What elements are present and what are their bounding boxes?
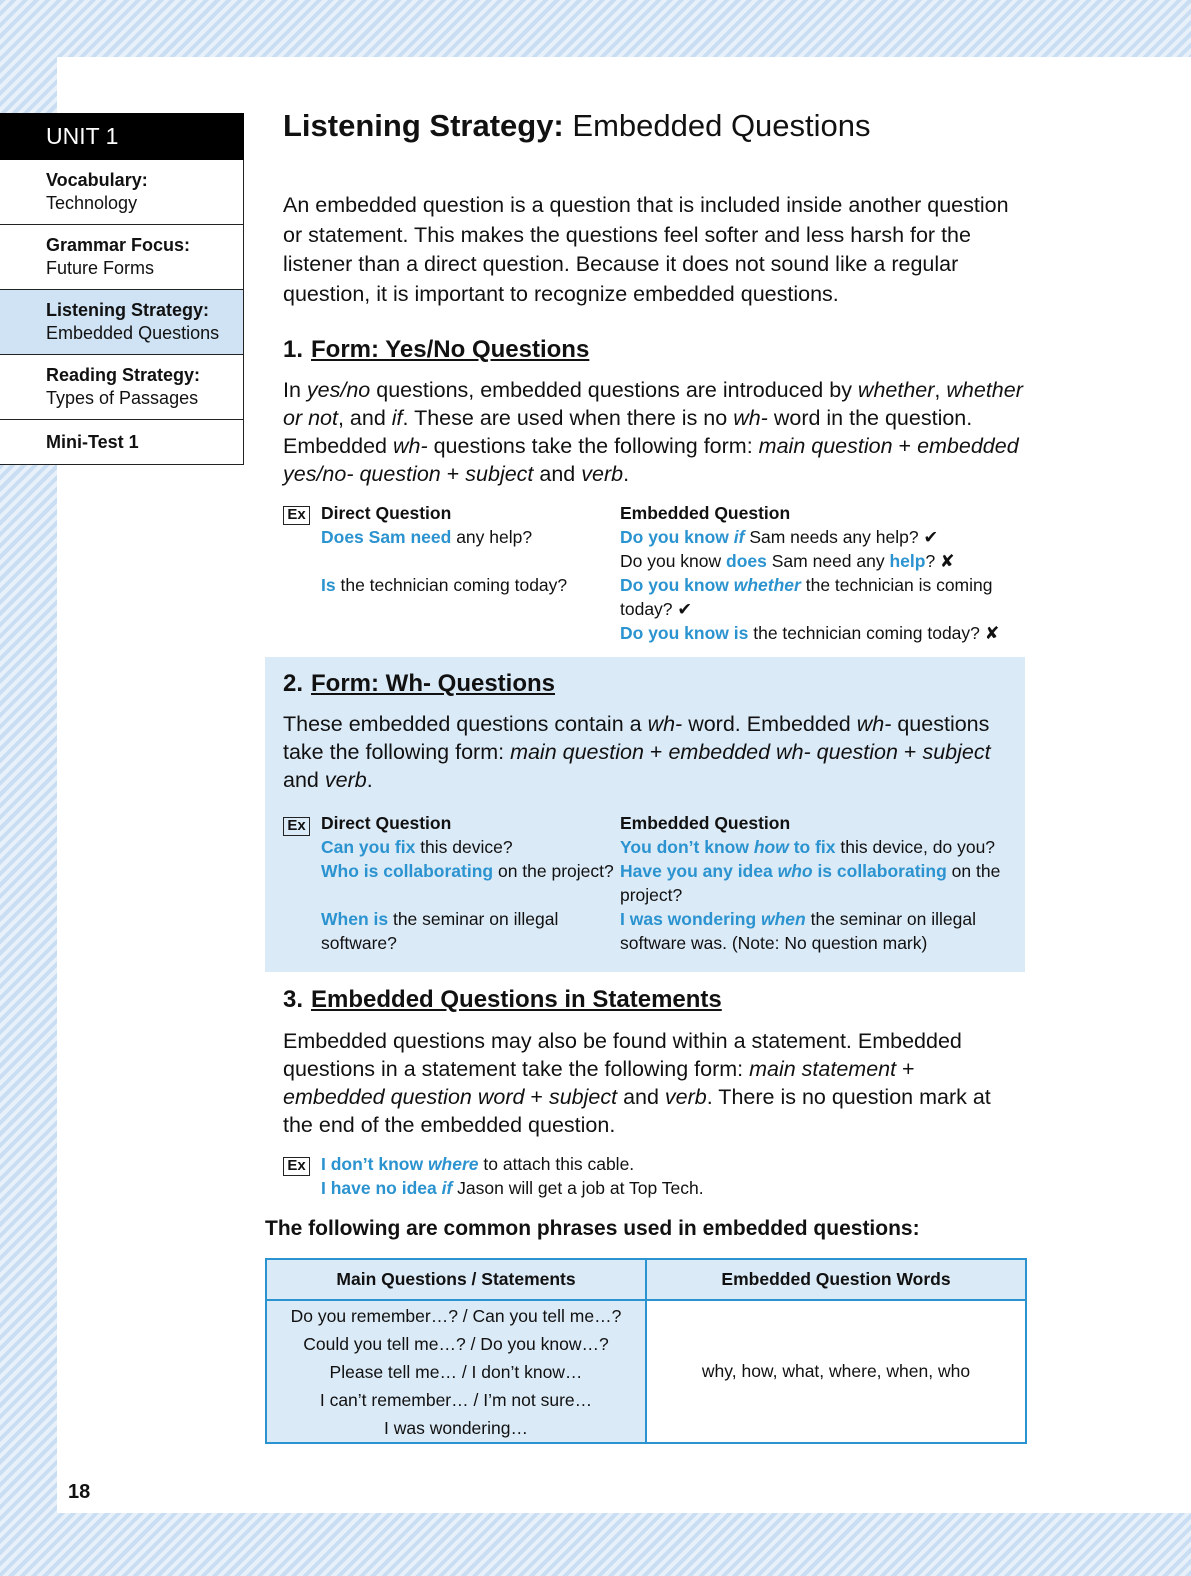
example-badge: Ex — [283, 1157, 310, 1176]
section-3-heading — [283, 986, 722, 1014]
phrase-item: I can’t remember… / I’m not sure… — [319, 1390, 593, 1410]
embedded-example: Do you know whether the technician is coming today? ✔ — [620, 575, 993, 619]
direct-header: Direct Question — [321, 813, 452, 833]
unit-sidebar — [0, 113, 244, 465]
section-number: 1. — [283, 336, 304, 363]
sidebar-item-heading: Listening Strategy: — [46, 300, 210, 320]
unit-label: UNIT 1 — [0, 113, 244, 160]
sidebar-item-sub: Technology — [46, 193, 138, 213]
main-questions-cell — [266, 1300, 646, 1443]
sidebar-item-heading: Reading Strategy: — [46, 365, 201, 385]
table-header-row — [266, 1259, 1026, 1300]
section-1-direct-column — [321, 501, 611, 597]
direct-example: When is the seminar on illegal software? — [321, 909, 559, 953]
sidebar-item-heading: Vocabulary: — [46, 170, 148, 190]
example-badge: Ex — [283, 506, 310, 525]
section-1-text: In yes/no questions, embedded questions are introduced by whether, whether or not, and if. These are used when there is no wh- word in the question. Embedded wh- questions take the following form: main question + embedded yes/no- question + subject and verb. — [283, 378, 1023, 486]
section-3-text: Embedded questions may also be found within a statement. Embedded questions in a statement take the following form: main statement + embedded question word + subject and verb. There is no question mark at the end of the embedded question. — [283, 1029, 991, 1137]
section-2-heading — [283, 670, 555, 698]
sidebar-item-sub: Types of Passages — [46, 388, 199, 408]
section-title: Form: Yes/No Questions — [311, 336, 590, 363]
direct-example: Can you fix this device? — [321, 837, 513, 857]
intro-paragraph: An embedded question is a question that is included inside another question or statement. This makes the questions feel softer and less harsh for the listener than a direct question. Because it does not sound like a regular question, it is important to recognize embedded questions. — [283, 193, 1009, 306]
sidebar-item-heading: Grammar Focus: — [46, 235, 191, 255]
section-2-embedded-column — [620, 811, 1015, 955]
section-2-direct-column — [321, 811, 616, 955]
embedded-example: You don’t know how to fix this device, do you? — [620, 837, 996, 857]
section-1-embedded-column — [620, 501, 1015, 645]
phrases-table — [265, 1258, 1027, 1444]
section-2-text: These embedded questions contain a wh- word. Embedded wh- questions take the following form: main question + embedded wh- question + subject and verb. — [283, 712, 991, 792]
page-number: 18 — [68, 1481, 91, 1503]
statement-example: I don’t know where to attach this cable. — [321, 1154, 635, 1174]
sidebar-item-vocabulary[interactable] — [0, 160, 244, 225]
phrase-item: Do you remember…? / Can you tell me…? — [290, 1306, 622, 1326]
embedded-header: Embedded Question — [620, 503, 791, 523]
phrase-item: I was wondering… — [384, 1418, 528, 1438]
section-1-heading — [283, 336, 589, 364]
table-header: Main Questions / Statements — [266, 1259, 646, 1300]
section-number: 2. — [283, 670, 304, 697]
embedded-example: I was wondering when the seminar on illegal software was. (Note: No question mark) — [620, 909, 976, 953]
embedded-example: Do you know is the technician coming today? ✘ — [620, 623, 1000, 643]
embedded-example: Do you know if Sam needs any help? ✔ — [620, 527, 939, 547]
title-bold: Listening Strategy: — [283, 108, 564, 143]
section-3-examples — [321, 1152, 921, 1200]
phrases-heading: The following are common phrases used in embedded questions: — [265, 1217, 920, 1240]
direct-example: Who is collaborating on the project? — [321, 861, 614, 881]
title-rest: Embedded Questions — [572, 108, 871, 143]
sidebar-item-sub: Future Forms — [46, 258, 155, 278]
page-title — [283, 108, 871, 144]
direct-example: Does Sam need any help? — [321, 527, 533, 547]
table-row — [266, 1300, 1026, 1443]
phrase-item: Could you tell me…? / Do you know…? — [303, 1334, 609, 1354]
statement-example: I have no idea if Jason will get a job at Top Tech. — [321, 1178, 704, 1198]
direct-header: Direct Question — [321, 503, 452, 523]
sidebar-item-heading: Mini-Test 1 — [46, 432, 139, 452]
sidebar-item-reading[interactable] — [0, 355, 244, 420]
embedded-header: Embedded Question — [620, 813, 791, 833]
direct-example: Is the technician coming today? — [321, 575, 568, 595]
embedded-example: Have you any idea who is collaborating on the project? — [620, 861, 1001, 905]
phrase-item: Please tell me… / I don’t know… — [329, 1362, 583, 1382]
sidebar-item-listening[interactable] — [0, 290, 244, 355]
example-badge: Ex — [283, 817, 310, 836]
sidebar-item-mini-test[interactable] — [0, 420, 244, 465]
table-header: Embedded Question Words — [646, 1259, 1026, 1300]
section-number: 3. — [283, 986, 304, 1013]
embedded-example: Do you know does Sam need any help? ✘ — [620, 551, 955, 571]
section-title: Embedded Questions in Statements — [311, 986, 722, 1013]
section-title: Form: Wh- Questions — [311, 670, 555, 697]
sidebar-item-sub: Embedded Questions — [46, 323, 220, 343]
sidebar-item-grammar[interactable] — [0, 225, 244, 290]
question-words-cell: why, how, what, where, when, who — [646, 1300, 1026, 1443]
